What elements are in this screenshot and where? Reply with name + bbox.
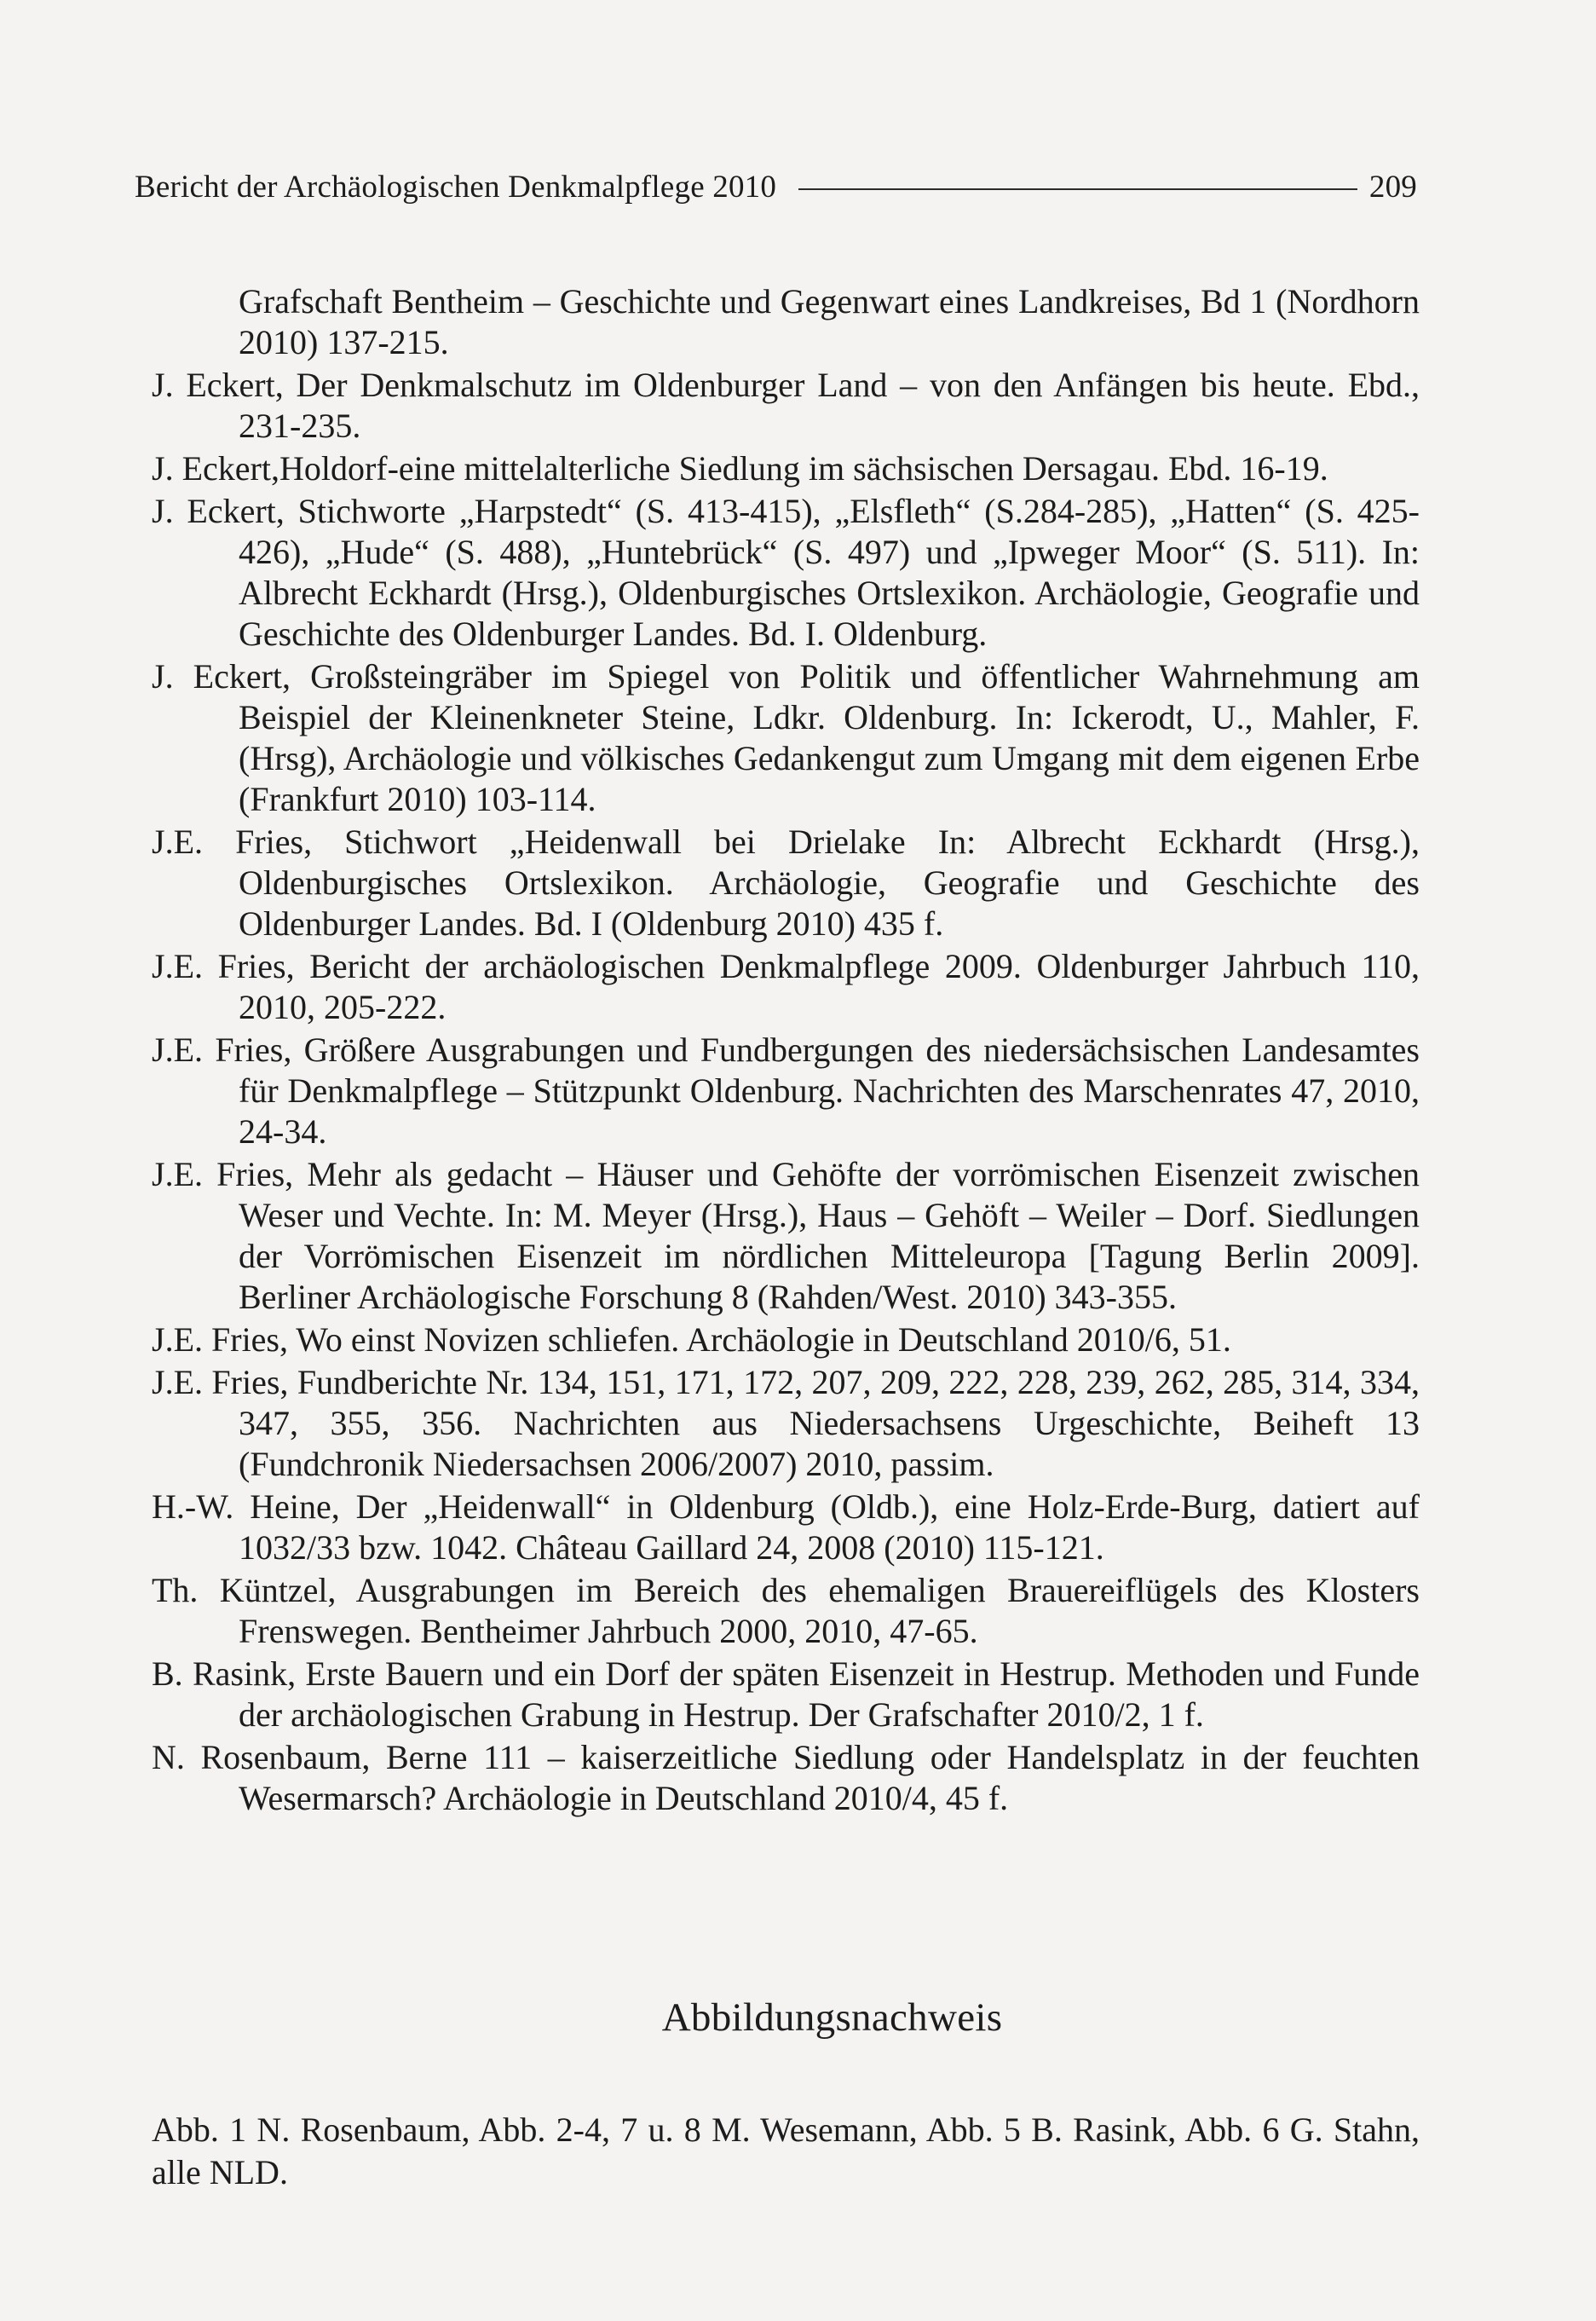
reference-item: J.E. Fries, Mehr als gedacht – Häuser und Gehöfte der vorrömischen Eisenzeit zwischen Weser und Vechte. In: M. Meyer (Hrsg.), Haus – Gehöft – Weiler – Dorf. Siedlungen der Vorrömischen Eisenzeit im nördlichen Mitteleuropa [Tagung Berlin 2009]. Berliner Archäologische Forschung 8 (Rahden/West. 2010) 343-355. <box>152 1155 1420 1316</box>
running-header-title: Bericht der Archäologischen Denkmalpflege 2010 <box>135 170 777 205</box>
reference-item: J.E. Fries, Fundberichte Nr. 134, 151, 171, 172, 207, 209, 222, 228, 239, 262, 285, 314, 334, 347, 355, 356. Nachrichten aus Niedersachsens Urgeschichte, Beiheft 13 (Fundchronik Niedersachsen 2006/2007) 2010, passim. <box>152 1363 1420 1483</box>
reference-list <box>152 281 1420 1821</box>
reference-item: N. Rosenbaum, Berne 111 – kaiserzeitliche Siedlung oder Handelsplatz in der feuchten Wesermarsch? Archäologie in Deutschland 2010/4, 45 f. <box>152 1738 1420 1817</box>
section-heading: Abbildungsnachweis <box>661 1995 1003 2040</box>
reference-item: J.E. Fries, Wo einst Novizen schliefen. Archäologie in Deutschland 2010/6, 51. <box>152 1320 1231 1359</box>
reference-item: J. Eckert, Stichworte „Harpstedt“ (S. 413-415), „Elsfleth“ (S.284-285), „Hatten“ (S. 425-426), „Hude“ (S. 488), „Huntebrück“ (S. 497) und „Ipweger Moor“ (S. 511). In: Albrecht Eckhardt (Hrsg.), Oldenburgisches Ortslexikon. Archäologie, Geografie und Geschichte des Oldenburger Landes. Bd. I. Oldenburg. <box>152 492 1420 653</box>
reference-item: J. Eckert,Holdorf-eine mittelalterliche Siedlung im sächsischen Dersagau. Ebd. 16-19. <box>152 449 1328 488</box>
reference-item: Th. Küntzel, Ausgrabungen im Bereich des ehemaligen Brauereiflügels des Klosters Frenswegen. Bentheimer Jahrbuch 2000, 2010, 47-65. <box>152 1571 1420 1650</box>
reference-item: Grafschaft Bentheim – Geschichte und Gegenwart eines Landkreises, Bd 1 (Nordhorn 2010) 137-215. <box>239 282 1420 361</box>
reference-item: J. Eckert, Der Denkmalschutz im Oldenburger Land – von den Anfängen bis heute. Ebd., 231-235. <box>152 366 1420 445</box>
reference-item: H.-W. Heine, Der „Heidenwall“ in Oldenburg (Oldb.), eine Holz-Erde-Burg, datiert auf 1032/33 bzw. 1042. Château Gaillard 24, 2008 (2010) 115-121. <box>152 1487 1420 1567</box>
header-rule <box>798 188 1357 190</box>
reference-item: J.E. Fries, Bericht der archäologischen Denkmalpflege 2009. Oldenburger Jahrbuch 110, 2010, 205-222. <box>152 947 1420 1026</box>
page-number: 209 <box>1368 170 1417 205</box>
reference-item: J.E. Fries, Größere Ausgrabungen und Fundbergungen des niedersächsischen Landesamtes für Denkmalpflege – Stützpunkt Oldenburg. Nachrichten des Marschenrates 47, 2010, 24-34. <box>152 1031 1420 1151</box>
reference-item: J. Eckert, Großsteingräber im Spiegel von Politik und öffentlicher Wahrnehmung am Beispiel der Kleinenkneter Steine, Ldkr. Oldenburg. In: Ickerodt, U., Mahler, F. (Hrsg), Archäologie und völkisches Gedankengut zum Umgang mit dem eigenen Erbe (Frankfurt 2010) 103-114. <box>152 657 1420 818</box>
reference-item: J.E. Fries, Stichwort „Heidenwall bei Drielake In: Albrecht Eckhardt (Hrsg.), Oldenburgisches Ortslexikon. Archäologie, Geografie und Geschichte des Oldenburger Landes. Bd. I (Oldenburg 2010) 435 f. <box>152 823 1420 943</box>
image-credits: Abb. 1 N. Rosenbaum, Abb. 2-4, 7 u. 8 M. Wesemann, Abb. 5 B. Rasink, Abb. 6 G. Stahn, alle NLD. <box>152 2110 1420 2191</box>
running-header <box>135 169 1417 205</box>
reference-item: B. Rasink, Erste Bauern und ein Dorf der späten Eisenzeit in Hestrup. Methoden und Funde der archäologischen Grabung in Hestrup. Der Grafschafter 2010/2, 1 f. <box>152 1654 1420 1734</box>
